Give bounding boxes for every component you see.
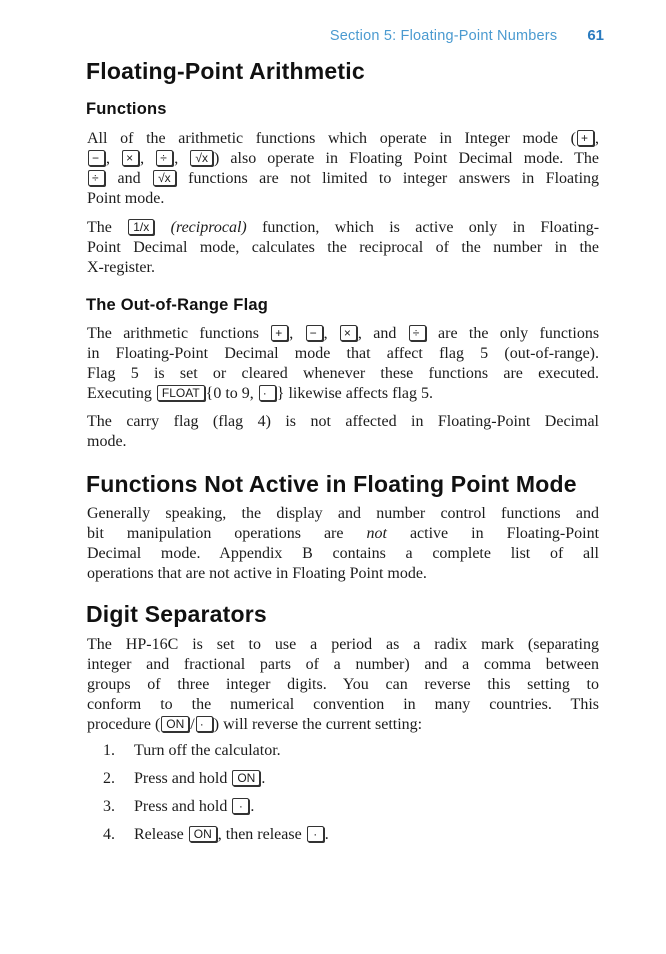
paragraph-functions-1 [87,129,599,209]
plus-key: + [271,325,288,341]
paragraph-not-active [87,504,599,584]
text-line: conform to the numerical convention in many countries. This [87,696,599,713]
text-line: in Floating-Point Decimal mode that affect flag 5 (out-of-range). [87,345,599,362]
text-line: operations that are not active in Floating Point mode. [87,565,427,582]
text-line [87,149,599,169]
text-run: , [323,325,328,342]
paragraph-carry-flag [87,412,599,452]
procedure-steps [103,741,523,853]
sqrt-key: √x [153,170,176,186]
italic-text: not [366,525,387,542]
list-item [103,825,523,853]
text-run: } likewise affects flag 5. [276,385,433,402]
text-line: The carry flag (flag 4) is not affected in Floating-Point Decimal [87,413,599,430]
divide-key: ÷ [88,170,105,186]
paragraph-digit-separators [87,635,599,735]
text-line: Generally speaking, the display and number control functions and [87,505,599,522]
text-line [87,324,599,344]
on-key: ON [161,716,189,732]
text-run: , [106,150,110,167]
running-head [0,27,604,44]
text-run: ) also operate in Floating Point Decimal mode. The [213,150,600,167]
text-line [87,715,599,735]
text-run: and [117,170,141,187]
text-line [87,218,599,238]
text-run: , [140,150,145,167]
text-run: procedure ( [87,716,161,733]
text-run: function, which is active only in Floating- [262,219,600,236]
step-text: , then release [217,826,302,843]
text-run: / [190,716,195,733]
text-run: bit manipulation operations are [87,525,344,542]
on-key: ON [232,770,260,786]
text-run: All of the arithmetic functions which operate in Integer mode ( [87,130,576,147]
step-text: Press and hold [134,798,228,815]
list-item [103,797,523,825]
heading-floating-point-arithmetic: Floating-Point Arithmetic [86,58,365,84]
sqrt-key: √x [190,150,213,166]
step-number: 1. [103,742,115,759]
text-run: , [174,150,179,167]
text-run: and [373,325,397,342]
subheading-out-of-range-flag: The Out-of-Range Flag [86,296,269,314]
text-run: active in Floating-Point [409,525,600,542]
decimal-point-key: · [259,385,276,401]
reciprocal-key: 1/x [128,219,154,235]
step-number: 3. [103,798,115,815]
minus-key: − [306,325,323,341]
text-line: Flag 5 is set or cleared whenever these functions are executed. [87,365,599,382]
text-line: Point mode. [87,190,165,207]
text-run: Executing [87,385,152,402]
step-text: Turn off the calculator. [134,742,281,759]
text-line: mode. [87,433,127,450]
decimal-point-key: · [307,826,324,842]
text-line: groups of three integer digits. You can reverse this setting to [87,676,599,693]
step-text: Release [134,826,184,843]
times-key: × [340,325,357,341]
list-item [103,741,523,769]
decimal-point-key: · [196,716,213,732]
heading-digit-separators: Digit Separators [86,601,267,627]
step-text: . [250,798,255,815]
subheading-functions: Functions [86,100,167,118]
step-text: . [261,770,266,787]
list-item [103,769,523,797]
page-number: 61 [587,27,604,44]
step-text: . [324,826,329,843]
text-line: Point Decimal mode, calculates the reciprocal of the number in the [87,239,599,256]
italic-text: (reciprocal) [170,219,247,236]
text-line: Decimal mode. Appendix B contains a complete list of all [87,545,599,562]
text-run: are the only functions [438,325,600,342]
text-line [87,169,599,189]
paragraph-functions-2 [87,218,599,278]
text-run: The arithmetic functions [87,325,259,342]
text-run: The [87,219,112,236]
text-run: , [289,325,294,342]
text-line [87,524,599,544]
divide-key: ÷ [409,325,426,341]
divide-key: ÷ [156,150,173,166]
text-line: integer and fractional parts of a number) and a comma between [87,656,599,673]
on-key: ON [189,826,217,842]
paragraph-out-of-range [87,324,599,404]
heading-functions-not-active: Functions Not Active in Floating Point Mode [86,471,577,497]
step-number: 4. [103,826,115,843]
text-run: , [357,325,362,342]
text-line [87,384,599,404]
minus-key: − [88,150,105,166]
text-line: X-register. [87,259,155,276]
text-line: The HP-16C is set to use a period as a radix mark (separating [87,636,599,653]
running-head-section: Section 5: Floating-Point Numbers [329,28,558,44]
step-number: 2. [103,770,115,787]
times-key: × [122,150,139,166]
step-text: Press and hold [134,770,228,787]
text-run: , [595,130,599,147]
float-key: FLOAT [157,385,205,401]
text-run: {0 to 9, [205,385,254,402]
plus-key: + [577,130,594,146]
text-run: functions are not limited to integer answers in Floating [188,170,600,187]
decimal-point-key: · [232,798,249,814]
text-run: ) will reverse the current setting: [213,716,423,733]
text-line [87,129,599,149]
